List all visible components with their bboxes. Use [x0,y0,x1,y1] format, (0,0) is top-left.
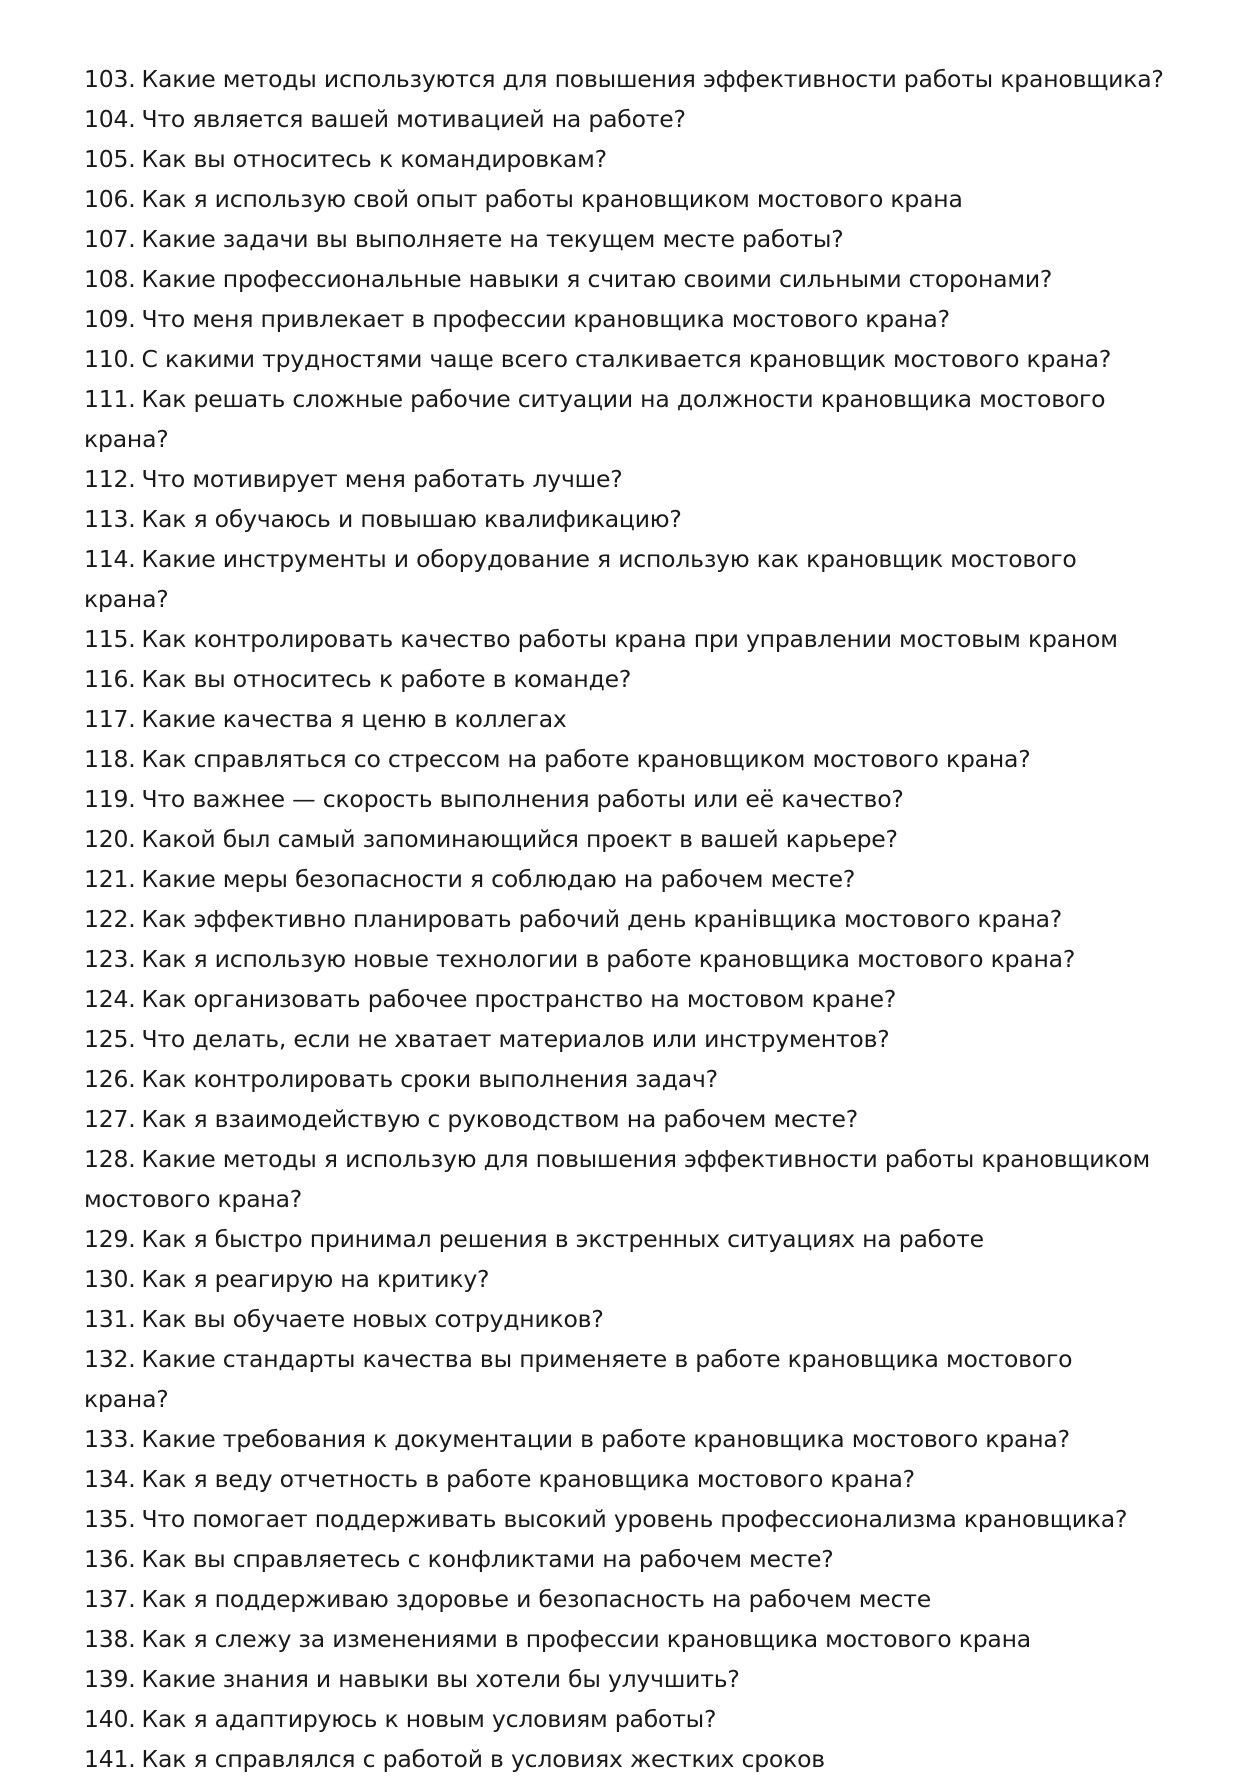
question-number: 131. [84,1305,136,1333]
question-text: Как решать сложные рабочие ситуации на должности крановщика мостового крана? [84,385,1106,453]
question-number: 112. [84,465,136,493]
question-item [84,1499,1164,1539]
question-number: 137. [84,1585,136,1613]
question-item [84,299,1164,339]
question-text: Как контролировать качество работы крана при управлении мостовым краном [141,625,1118,653]
question-item [84,1139,1164,1219]
question-item [84,939,1164,979]
question-text: Какие методы я использую для повышения эффективности работы крановщиком мостового крана? [84,1145,1150,1213]
question-number: 104. [84,105,136,133]
question-text: Какие стандарты качества вы применяете в работе крановщика мостового крана? [84,1345,1073,1413]
question-number: 126. [84,1065,136,1093]
question-number: 106. [84,185,136,213]
question-text: Какие качества я ценю в коллегах [141,705,567,733]
question-text: Что помогает поддерживать высокий уровень профессионализма крановщика? [141,1505,1128,1533]
question-text: Какие инструменты и оборудование я использую как крановщик мостового крана? [84,545,1077,613]
question-text: Что является вашей мотивацией на работе? [141,105,686,133]
question-item [84,1419,1164,1459]
question-item [84,459,1164,499]
question-item [84,1059,1164,1099]
question-item [84,379,1164,459]
question-text: Что меня привлекает в профессии крановщика мостового крана? [141,305,950,333]
question-text: С какими трудностями чаще всего сталкивается крановщик мостового крана? [141,345,1112,373]
question-item [84,819,1164,859]
question-item [84,1339,1164,1419]
question-text: Какие задачи вы выполняете на текущем месте работы? [141,225,844,253]
question-number: 107. [84,225,136,253]
question-list [84,59,1164,1779]
question-item [84,179,1164,219]
question-number: 116. [84,665,136,693]
question-number: 124. [84,985,136,1013]
question-item [84,1739,1164,1779]
question-item [84,1259,1164,1299]
question-number: 140. [84,1705,136,1733]
question-number: 119. [84,785,136,813]
question-item [84,859,1164,899]
question-number: 110. [84,345,136,373]
question-item [84,99,1164,139]
question-text: Как я реагирую на критику? [141,1265,490,1293]
question-item [84,779,1164,819]
question-number: 141. [84,1745,136,1773]
question-text: Как организовать рабочее пространство на мостовом кране? [141,985,897,1013]
question-text: Как я слежу за изменениями в профессии крановщика мостового крана [141,1625,1031,1653]
question-item [84,219,1164,259]
question-item [84,1619,1164,1659]
question-text: Как вы обучаете новых сотрудников? [141,1305,604,1333]
question-number: 134. [84,1465,136,1493]
question-number: 120. [84,825,136,853]
question-number: 111. [84,385,136,413]
question-text: Что важнее — скорость выполнения работы или её качество? [141,785,904,813]
question-number: 117. [84,705,136,733]
question-text: Какие методы используются для повышения эффективности работы крановщика? [141,65,1164,93]
question-item [84,899,1164,939]
question-number: 115. [84,625,136,653]
question-number: 114. [84,545,136,573]
question-item [84,1459,1164,1499]
question-item [84,499,1164,539]
question-number: 123. [84,945,136,973]
question-text: Как вы относитесь к командировкам? [141,145,607,173]
question-number: 122. [84,905,136,933]
question-item [84,1219,1164,1259]
question-text: Что делать, если не хватает материалов или инструментов? [141,1025,890,1053]
question-number: 135. [84,1505,136,1533]
question-number: 139. [84,1665,136,1693]
question-text: Какие профессиональные навыки я считаю своими сильными сторонами? [141,265,1053,293]
question-number: 113. [84,505,136,533]
question-item [84,1099,1164,1139]
question-text: Как я поддерживаю здоровье и безопасность на рабочем месте [141,1585,932,1613]
question-number: 133. [84,1425,136,1453]
question-text: Как я веду отчетность в работе крановщика мостового крана? [141,1465,915,1493]
question-item [84,59,1164,99]
question-item [84,619,1164,659]
question-text: Как я использую свой опыт работы крановщиком мостового крана [141,185,963,213]
question-number: 105. [84,145,136,173]
question-number: 128. [84,1145,136,1173]
question-text: Какие требования к документации в работе крановщика мостового крана? [141,1425,1070,1453]
question-number: 118. [84,745,136,773]
question-item [84,1579,1164,1619]
question-number: 130. [84,1265,136,1293]
question-item [84,1019,1164,1059]
question-text: Как я адаптируюсь к новым условиям работы? [141,1705,717,1733]
question-text: Как эффективно планировать рабочий день кранівщика мостового крана? [141,905,1063,933]
question-number: 136. [84,1545,136,1573]
question-text: Как контролировать сроки выполнения задач? [141,1065,718,1093]
question-item [84,1659,1164,1699]
question-item [84,1299,1164,1339]
question-item [84,259,1164,299]
question-item [84,699,1164,739]
question-number: 132. [84,1345,136,1373]
question-item [84,659,1164,699]
question-text: Что мотивирует меня работать лучше? [141,465,623,493]
question-number: 127. [84,1105,136,1133]
question-number: 103. [84,65,136,93]
question-text: Как я обучаюсь и повышаю квалификацию? [141,505,682,533]
question-number: 138. [84,1625,136,1653]
question-item [84,1539,1164,1579]
question-text: Как я справлялся с работой в условиях жестких сроков [141,1745,825,1773]
question-text: Как справляться со стрессом на работе крановщиком мостового крана? [141,745,1031,773]
question-number: 121. [84,865,136,893]
question-item [84,139,1164,179]
question-number: 125. [84,1025,136,1053]
question-item [84,339,1164,379]
question-text: Как я быстро принимал решения в экстренных ситуациях на работе [141,1225,984,1253]
question-number: 108. [84,265,136,293]
question-text: Как вы справляетесь с конфликтами на рабочем месте? [141,1545,834,1573]
question-item [84,1699,1164,1739]
question-number: 109. [84,305,136,333]
question-text: Какие знания и навыки вы хотели бы улучшить? [141,1665,740,1693]
question-text: Какие меры безопасности я соблюдаю на рабочем месте? [141,865,856,893]
question-text: Как вы относитесь к работе в команде? [141,665,632,693]
question-text: Как я взаимодействую с руководством на рабочем месте? [141,1105,858,1133]
question-item [84,979,1164,1019]
question-number: 129. [84,1225,136,1253]
question-item [84,539,1164,619]
question-text: Как я использую новые технологии в работе крановщика мостового крана? [141,945,1076,973]
question-text: Какой был самый запоминающийся проект в вашей карьере? [141,825,898,853]
question-item [84,739,1164,779]
